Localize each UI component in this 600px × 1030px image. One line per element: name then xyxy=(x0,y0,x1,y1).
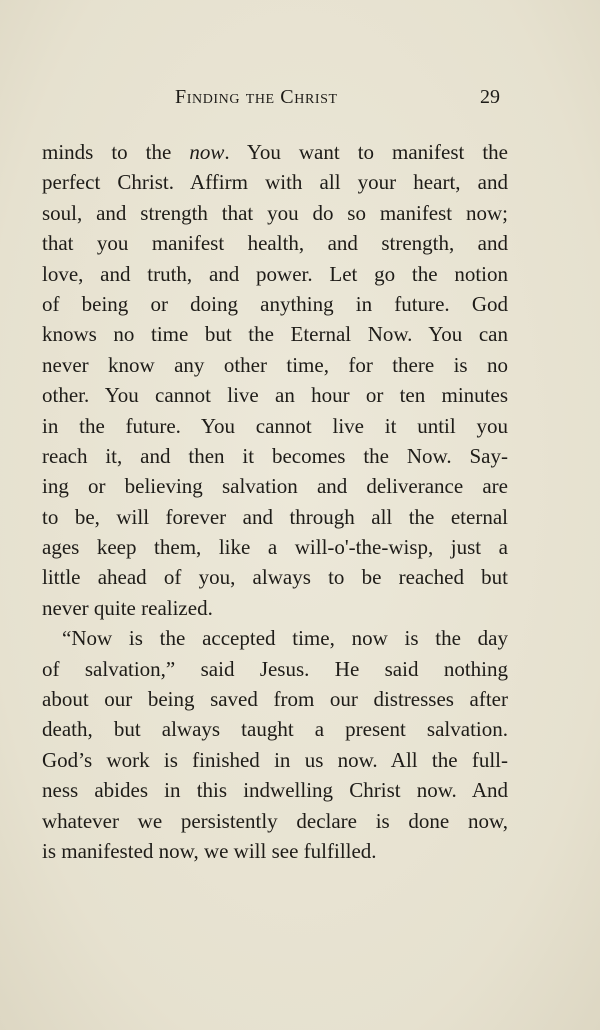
text-line: knows no time but the Eternal Now. You can xyxy=(42,322,508,347)
text-line: ing or believing salvation and deliverance are xyxy=(42,474,508,499)
text-line: to be, will forever and through all the eternal xyxy=(42,504,508,529)
text-line xyxy=(42,137,508,167)
paragraph-2 xyxy=(42,623,508,866)
text-line: whatever we persistently declare is done now, xyxy=(42,808,508,833)
text-line: never quite realized. xyxy=(42,595,213,620)
text-line: soul, and strength that you do so manifest now; xyxy=(42,200,508,225)
text-line: of salvation,” said Jesus. He said nothing xyxy=(42,656,508,681)
text-line: that you manifest health, and strength, and xyxy=(42,231,508,256)
page-number: 29 xyxy=(480,86,500,108)
text-line: ness abides in this indwelling Christ now. And xyxy=(42,778,508,803)
body-text xyxy=(42,137,508,866)
text-line: “Now is the accepted time, now is the day xyxy=(62,626,508,651)
text-segment: . You want to manifest the xyxy=(224,140,508,164)
text-line: other. You cannot live an hour or ten minutes xyxy=(42,383,508,408)
text-line: about our being saved from our distresses after xyxy=(42,687,508,712)
text-line: reach it, and then it becomes the Now. Say- xyxy=(42,443,508,468)
text-line: is manifested now, we will see fulfilled. xyxy=(42,838,377,863)
text-line: perfect Christ. Affirm with all your heart, and xyxy=(42,170,508,195)
italic-word: now xyxy=(189,140,225,164)
paragraph-1 xyxy=(42,167,508,623)
page-header xyxy=(0,86,600,116)
text-line: never know any other time, for there is no xyxy=(42,352,508,377)
text-line: God’s work is finished in us now. All the full- xyxy=(42,747,508,772)
text-line: little ahead of you, always to be reached but xyxy=(42,565,508,590)
text-line: death, but always taught a present salvation. xyxy=(42,717,508,742)
text-line: ages keep them, like a will-o'-the-wisp, just a xyxy=(42,535,508,560)
text-line: love, and truth, and power. Let go the notion xyxy=(42,261,508,286)
text-line: of being or doing anything in future. God xyxy=(42,291,508,316)
running-title: Finding the Christ xyxy=(175,86,338,108)
text-line: in the future. You cannot live it until you xyxy=(42,413,508,438)
text-segment: minds to the xyxy=(42,140,190,164)
